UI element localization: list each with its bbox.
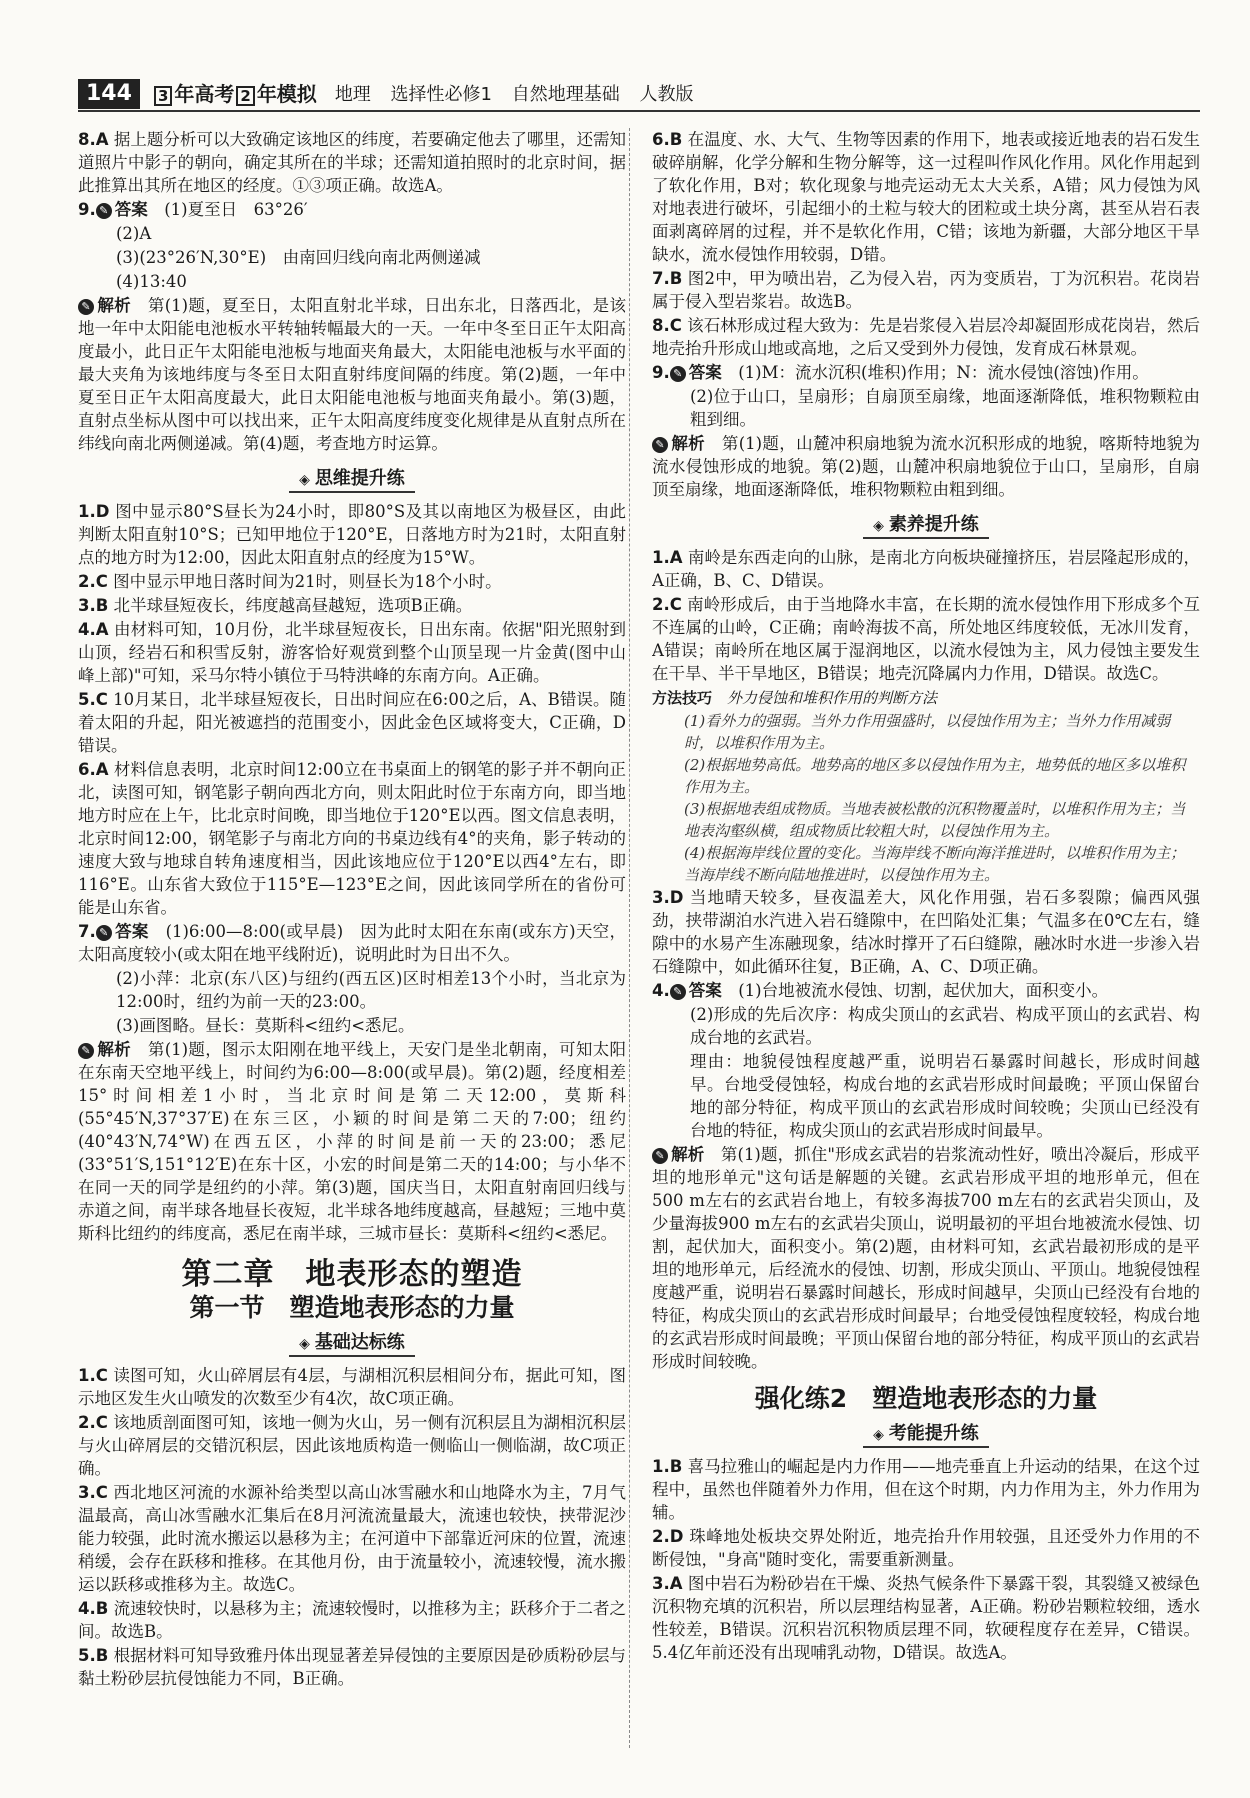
answer-line: (2)A: [116, 224, 152, 243]
answer-icon: ✎ 答案: [670, 981, 722, 1000]
page-number: 144: [78, 79, 140, 109]
section-heading: ◈ 素养提升练: [652, 513, 1200, 538]
method-line: (1)看外力的强弱。当外力作用强盛时，以侵蚀作用为主；当外力作用减弱时，以堆积作用为主。: [684, 712, 1171, 752]
section-heading: ◈ 思维提升练: [78, 467, 626, 492]
answer-item: 6.A 材料信息表明，北京时间12:00立在书桌面上的钢笔的影子并不朝向正北，读图可知，钢笔影子朝向西北方向，则太阳此时位于东南方向，即当地地方时应在上午，比北京时间晚，即当地位于120°E以西。图文信息表明，北京时间12:00，钢笔影子与南北方向的书桌边线有4°的夹角，影子转动的速度大致与地球自转角速度相当，因此该地应位于120°E以西4°左右，即116°E。山东省大致位于115°E—123°E之间，因此该同学所在的省份可能是山东省。: [78, 760, 626, 917]
answer-item: 4.✎ 答案 (1)台地被流水侵蚀、切割，起伏加大，面积变小。: [652, 979, 1200, 1002]
answer-item: 9.✎ 答案 (1)夏至日 63°26′: [78, 198, 626, 221]
answer-icon: ✎ 答案: [96, 922, 149, 941]
strengthen-title: 强化练2 塑造地表形态的力量: [754, 1384, 1098, 1413]
answer-item: 1.C 读图可知，火山碎屑层有4层，与湖相沉积层相间分布，据此可知，图示地区发生火山喷发的次数至少有4次，故C项正确。: [78, 1366, 626, 1408]
answer-line: (2)位于山口，呈扇形；自扇顶至扇缘，地面逐渐降低，堆积物颗粒由粗到细。: [690, 387, 1200, 429]
answer-item: 3.C 西北地区河流的水源补给类型以高山冰雪融水和山地降水为主，7月气温最高，高山冰雪融水汇集后在8月河流流量最大，流速也较快，挟带泥沙能力较强，此时流水搬运以悬移为主；在河道中下部靠近河床的位置，流速稍缓，会存在跃移和推移。在其他月份，由于流量较小，流速较慢，流水搬运以跃移或推移为主。故选C。: [78, 1483, 626, 1594]
answer-item: 2.C 南岭形成后，由于当地降水丰富，在长期的流水侵蚀作用下形成多个互不连属的山岭，C正确；南岭海拔不高，所处地区纬度较低，无冰川发育，A错误；南岭所在地区属于湿润地区，以流水侵蚀为主，风力侵蚀主要发生在干旱、半干旱地区，B错误；地壳沉降属内力作用，D错误。故选C。: [652, 595, 1200, 683]
answer-item: 6.B 在温度、水、大气、生物等因素的作用下，地表或接近地表的岩石发生破碎崩解，化学分解和生物分解等，这一过程叫作风化作用。风化作用起到了软化作用，B对；软化现象与地壳运动无太大关系，A错；风力侵蚀为风对地表进行破坏，引起细小的土粒与较大的团粒或土块分离，甚至从岩石表面剥离碎屑的过程，并不是软化作用，C错；该地为新疆，大部分地区干旱缺水，流水侵蚀作用较弱，D错。: [652, 130, 1200, 264]
book-meta: [335, 83, 694, 106]
section-title: 第一节 塑造地表形态的力量: [189, 1293, 515, 1322]
answer-item: 9.✎ 答案 (1)M：流水沉积(堆积)作用；N：流水侵蚀(溶蚀)作用。: [652, 361, 1200, 384]
analysis-icon: ✎ 解析: [78, 296, 131, 315]
subject: 地理: [334, 83, 371, 105]
answer-line: (4)13:40: [116, 272, 187, 291]
method-line: (3)根据地表组成物质。当地表被松散的沉积物覆盖时，以堆积作用为主；当地表沟壑纵横，组成物质比较粗大时，以侵蚀作用为主。: [684, 800, 1186, 840]
method-line: (2)根据地势高低。地势高的地区多以侵蚀作用为主，地势低的地区多以堆积作用为主。: [684, 756, 1186, 796]
analysis-icon: ✎ 解析: [652, 434, 705, 453]
method-line: (4)根据海岸线位置的变化。当海岸线不断向海洋推进时，以堆积作用为主；当海岸线不断向陆地推进时，以侵蚀作用为主。: [684, 844, 1186, 884]
left-column: [78, 128, 626, 1748]
answer-item: 8.C 该石林形成过程大致为：先是岩浆侵入岩层冷却凝固形成花岗岩，然后地壳抬升形成山地或高地，之后又受到外力侵蚀，发育成石林景观。: [652, 316, 1200, 358]
section-heading: ◈ 基础达标练: [78, 1331, 626, 1356]
analysis-icon: ✎ 解析: [78, 1040, 131, 1059]
answer-item: 1.B 喜马拉雅山的崛起是内力作用——地壳垂直上升运动的结果，在这个过程中，虽然也伴随着外力作用，但在这个时期，内力作用为主，外力作用为辅。: [652, 1457, 1200, 1522]
column-divider: [629, 128, 630, 1748]
answer-line: 理由：地貌侵蚀程度越严重，说明岩石暴露时间越长，形成时间越早。台地受侵蚀轻，构成台地的玄武岩形成时间最晚；平顶山保留台地的部分特征，构成平顶山的玄武岩形成时间较晚；尖顶山已经没有台地的特征，构成尖顶山的玄武岩形成时间最早。: [690, 1052, 1200, 1140]
answer-line: (2)小萍：北京(东八区)与纽约(西五区)区时相差13个小时，当北京为12:00时，纽约为前一天的23:00。: [116, 969, 626, 1011]
section-heading: ◈ 考能提升练: [652, 1422, 1200, 1447]
answer-item: 3.D 当地晴天较多，昼夜温差大，风化作用强，岩石多裂隙；偏西风强劲，挟带湖泊水汽进入岩石缝隙中，在凹陷处汇集；气温多在0℃左右，缝隙中的水易产生冻融现象，结冰时撑开了石臼缝隙，融冰时水进一步渗入岩石缝隙中，如此循环往复，B正确，A、C、D项正确。: [652, 888, 1200, 976]
answer-icon: ✎ 答案: [670, 363, 722, 382]
answer-item: 1.D 图中显示80°S昼长为24小时，即80°S及其以南地区为极昼区，由此判断太阳直射10°S；已知甲地位于120°E，日落地方时为21时，太阳直射点的地方时为12:00，因此太阳直射点的经度为15°W。: [78, 502, 626, 567]
answer-item: 4.B 流速较快时，以悬移为主；流速较慢时，以推移为主；跃移介于二者之间。故选B。: [78, 1599, 626, 1641]
answer-line: (3)画图略。昼长：莫斯科<纽约<悉尼。: [116, 1016, 415, 1035]
book-title: 选择性必修1: [390, 83, 492, 105]
answer-item: 7.✎ 答案 (1)6:00—8:00(或早晨) 因为此时太阳在东南(或东方)天空，太阳高度较小(或太阳在地平线附近)，说明此时为日出不久。: [78, 920, 626, 966]
page-header: [78, 78, 1200, 112]
analysis: ✎ 解析 第(1)题，抓住"形成玄武岩的岩浆流动性好，喷出冷凝后，形成平坦的地形单元"这句话是解题的关键。玄武岩形成平坦的地形单元，但在500 m左右的玄武岩台地上，有较多海拔700 m左右的玄武岩尖顶山，及少量海拔900 m左右的玄武岩尖顶山，说明最初的平坦台地被流水侵蚀、切割，起伏加大，面积变小。第(2)题，由材料可知，玄武岩最初形成的是平坦的地形单元，后经流水的侵蚀、切割，形成尖顶山、平顶山。地貌侵蚀程度越严重，说明岩石暴露时间越长，形成时间越早，尖顶山已经没有台地的特征，构成尖顶山的玄武岩形成时间最早；台地受侵蚀程度较轻，构成台地的玄武岩形成时间最晚；平顶山保留台地的部分特征，构成平顶山的玄武岩形成时间较晚。: [652, 1143, 1200, 1373]
analysis: ✎ 解析 第(1)题，图示太阳刚在地平线上，天安门是坐北朝南，可知太阳在东南天空地平线上，时间约为6:00—8:00(或早晨)。第(2)题，经度相差15°时间相差1小时，当北京时间是第二天12:00，莫斯科(55°45′N,37°37′E)在东三区，小颖的时间是第二天的7:00；纽约(40°43′N,74°W)在西五区，小萍的时间是前一天的23:00；悉尼(33°51′S,151°12′E)在东十区，小宏的时间是第二天的14:00；与小华不在同一天的同学是纽约的小萍。第(3)题，国庆当日，太阳直射南回归线与赤道之间，南半球各地昼长夜短，北半球各地纬度越高，昼越短；三地中莫斯科比纽约的纬度高，悉尼在南半球，三城市昼长：莫斯科<纽约<悉尼。: [78, 1038, 626, 1245]
volume-title: 自然地理基础: [511, 83, 620, 105]
analysis: ✎ 解析 第(1)题，夏至日，太阳直射北半球，日出东北，日落西北，是该地一年中太阳能电池板水平转轴转幅最大的一天。一年中冬至日正午太阳高度最小，此日正午太阳能电池板与地面夹角最大，太阳能电池板与水平面的最大夹角为该地纬度与冬至日太阳直射纬度间隔的纬度。第(2)题，一年中夏至日正午太阳高度最大，此日太阳能电池板与地面夹角最小。第(3)题，直射点坐标从图中可以找出来，正午太阳高度纬度变化规律是从直射点所在纬线向南北两侧递减。第(4)题，考查地方时运算。: [78, 294, 626, 455]
method-tip: 方法技巧 外力侵蚀和堆积作用的判断方法: [652, 689, 938, 707]
analysis: ✎ 解析 第(1)题，山麓冲积扇地貌为流水沉积形成的地貌，喀斯特地貌为流水侵蚀形成的地貌。第(2)题，山麓冲积扇地貌位于山口，呈扇形，自扇顶至扇缘，地面逐渐降低，堆积物颗粒由粗到细。: [652, 432, 1200, 501]
answer-item: 8.A 据上题分析可以大致确定该地区的纬度，若要确定他去了哪里，还需知道照片中影子的朝向，确定其所在的半球；还需知道拍照时的北京时间，据此推算出其所在地区的经度。①③项正确。故选A。: [78, 130, 626, 195]
answer-item: 7.B 图2中，甲为喷出岩，乙为侵入岩，丙为变质岩，丁为沉积岩。花岗岩属于侵入型岩浆岩。故选B。: [652, 269, 1200, 311]
answer-item: 3.B 北半球昼短夜长，纬度越高昼越短，选项B正确。: [78, 596, 473, 615]
answer-item: 2.C 图中显示甲地日落时间为21时，则昼长为18个小时。: [78, 572, 502, 591]
answer-line: (3)(23°26′N,30°E) 由南回归线向南北两侧递减: [116, 248, 481, 267]
publisher: 人教版: [639, 83, 694, 105]
answer-item: 3.A 图中岩石为粉砂岩在干燥、炎热气候条件下暴露干裂，其裂缝又被绿色沉积物充填的沉积岩，所以层理结构显著，A正确。粉砂岩颗粒较细，透水性较差，B错误。沉积岩沉积物质层理不同，软硬程度存在差异，C错误。5.4亿年前还没有出现哺乳动物，D错误。故选A。: [652, 1574, 1200, 1662]
right-column: [652, 128, 1200, 1748]
answer-line: (2)形成的先后次序：构成尖顶山的玄武岩、构成平顶山的玄武岩、构成台地的玄武岩。: [690, 1005, 1200, 1047]
analysis-icon: ✎ 解析: [652, 1145, 704, 1164]
answer-icon: ✎ 答案: [96, 200, 148, 219]
answer-item: 1.A 南岭是东西走向的山脉，是南北方向板块碰撞挤压，岩层隆起形成的，A正确，B、C、D错误。: [652, 548, 1200, 590]
brand-logo: 3 年高考 2 年模拟: [152, 83, 317, 106]
answer-item: 4.A 由材料可知，10月份，北半球昼短夜长，日出东南。依据"阳光照射到山顶，经岩石和积雪反射，游客恰好观赏到整个山顶呈现一片金黄(图中山峰上部)"可知，采马尔特小镇位于马特洪峰的东南方向。A正确。: [78, 620, 626, 685]
answer-item: 2.C 该地质剖面图可知，该地一侧为火山，另一侧有沉积层且为湖相沉积层与火山碎屑层的交错沉积层，因此该地质构造一侧临山一侧临湖，故C项正确。: [78, 1413, 626, 1478]
answer-item: 5.C 10月某日，北半球昼短夜长，日出时间应在6:00之后，A、B错误。随着太阳的升起，阳光被遮挡的范围变小，因此金色区域将变大，C正确，D错误。: [78, 690, 626, 755]
chapter-title: 第二章 地表形态的塑造: [181, 1257, 523, 1292]
answer-item: 2.D 珠峰地处板块交界处附近，地壳抬升作用较强，且还受外力作用的不断侵蚀，"身高"随时变化，需要重新测量。: [652, 1527, 1200, 1569]
answer-item: 5.B 根据材料可知导致雅丹体出现显著差异侵蚀的主要原因是砂质粉砂层与黏土粉砂层抗侵蚀能力不同，B正确。: [78, 1646, 626, 1688]
